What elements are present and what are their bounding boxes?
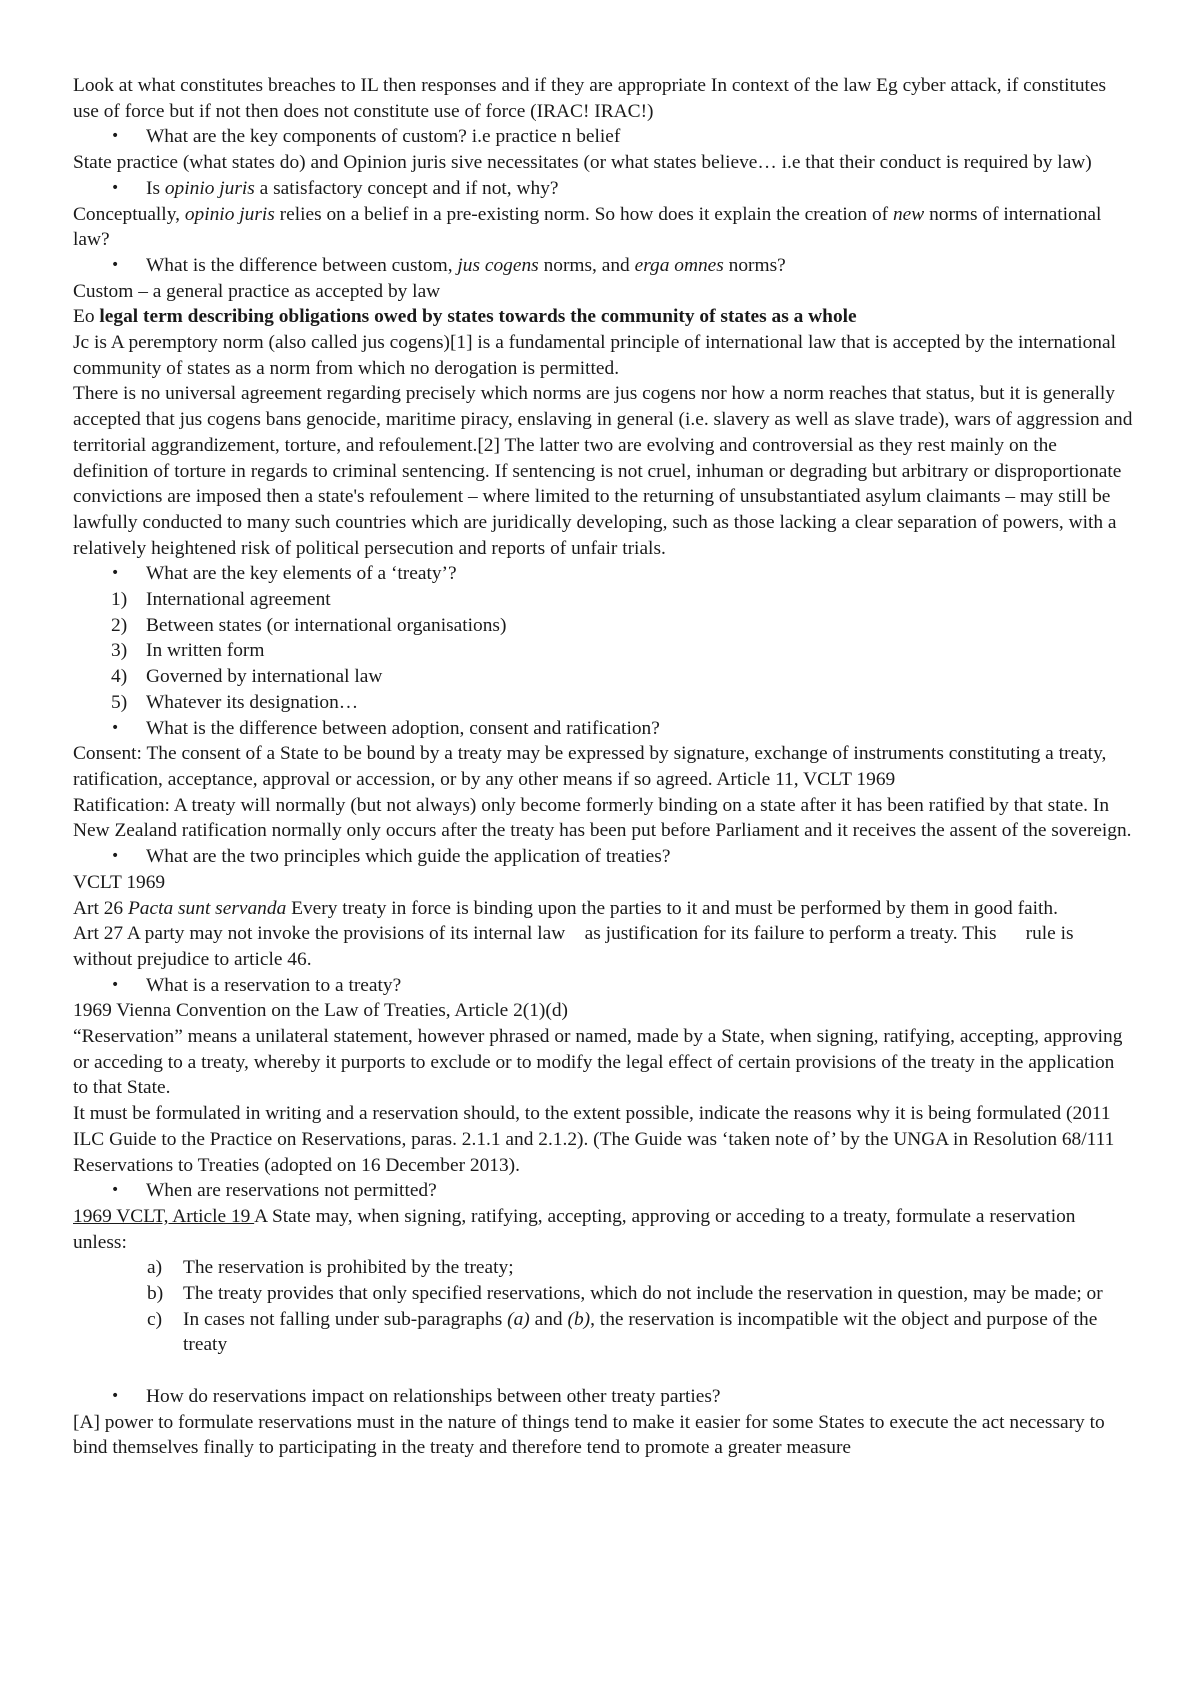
- italic-term: opinio juris: [164, 177, 255, 199]
- list-marker: a): [147, 1257, 163, 1279]
- final-paragraph: [A] power to formulate reservations must in the nature of things tend to make it easier for some States to execute the act necessary to bind themselves finally to participating in the treaty and therefore tend to promote a greater measure: [73, 1411, 1105, 1459]
- jus-cogens-definition: Jc is A peremptory norm (also called jus cogens)[1] is a fundamental principle of international law that is accepted by the international community of states as a norm from which no derogation is permitted.: [73, 332, 1116, 379]
- text-segment: In cases not falling under sub-paragraphs: [183, 1308, 508, 1330]
- custom-definition: Custom – a general practice as accepted by law: [73, 280, 441, 302]
- italic-term: new: [892, 203, 925, 225]
- vienna-convention-reference: 1969 Vienna Convention on the Law of Treaties, Article 2(1)(d): [73, 1000, 568, 1022]
- answer-custom-components: State practice (what states do) and Opinion juris sive necessitates (or what states believe… i.e that their conduct is required by law): [73, 152, 1092, 174]
- bold-definition: legal term describing obligations owed by states towards the community of states as a whole: [99, 306, 857, 328]
- list-text: Governed by international law: [146, 666, 383, 688]
- intro-paragraph: Look at what constitutes breaches to IL then responses and if they are appropriate In context of the law Eg cyber attack, if constitutes use of force but if not then does not constitute use of force (IRAC! IRAC!): [73, 75, 1107, 122]
- text-segment: norms of international law?: [73, 203, 1102, 251]
- list-text: Between states (or international organisations): [146, 614, 507, 636]
- article-19-paragraph: [73, 1204, 1133, 1255]
- text-segment: Every treaty in force is binding upon the parties to it and must be performed by them in good faith.: [286, 897, 1058, 919]
- question-treaty-elements: • What are the key elements of a ‘treaty’?: [73, 561, 1133, 587]
- ratification-paragraph: Ratification: A treaty will normally (but not always) only become formerly binding on a state after it has been ratified by that state. In New Zealand ratification normally only occurs after the treaty has been put before Parliament and it receives the assent of the sovereign.: [73, 794, 1132, 842]
- treaty-element-item: [73, 587, 1133, 613]
- article-19-item: [73, 1281, 1133, 1307]
- article-19-item: [73, 1307, 1133, 1358]
- list-marker: c): [147, 1308, 163, 1330]
- list-marker: 4): [111, 666, 128, 688]
- italic-term: erga omnes: [634, 254, 724, 276]
- treaty-element-item: [73, 690, 1133, 716]
- italic-term: (b): [567, 1308, 591, 1330]
- italic-term: opinio juris: [184, 203, 275, 225]
- text-segment: Is: [146, 177, 165, 199]
- article-19-item: [73, 1255, 1133, 1281]
- document-page: [73, 73, 1133, 1461]
- list-marker: 3): [111, 640, 128, 662]
- text-segment: A State may, when signing, ratifying, accepting, approving or acceding to a treaty, formulate a reservation unless:: [73, 1205, 1076, 1253]
- consent-paragraph: Consent: The consent of a State to be bound by a treaty may be expressed by signature, exchange of instruments constituting a treaty, ratification, acceptance, approval or accession, or by any other means if so agreed. Article 11, VCLT 1969: [73, 743, 1107, 790]
- text-segment: and: [529, 1308, 568, 1330]
- reservation-definition: “Reservation” means a unilateral statement, however phrased or named, made by a State, when signing, ratifying, accepting, approving or acceding to a treaty, whereby it purports to exclude or to modify the legal effect of certain provisions of the treaty in the application to that State.: [73, 1026, 1123, 1099]
- list-text: International agreement: [146, 589, 331, 611]
- underlined-citation: 1969 VCLT, Article 19: [73, 1205, 255, 1227]
- treaty-element-item: [73, 664, 1133, 690]
- text-segment: norms?: [723, 254, 786, 276]
- question-reservation-impact: • How do reservations impact on relationships between other treaty parties?: [73, 1384, 1133, 1410]
- question-custom-components: • What are the key components of custom? i.e practice n belief: [73, 124, 1133, 150]
- list-marker: b): [147, 1283, 164, 1305]
- erga-omnes-definition: [73, 304, 1133, 330]
- list-marker: 2): [111, 614, 128, 636]
- list-text: In written form: [146, 640, 265, 662]
- list-marker: 1): [111, 589, 128, 611]
- question-custom-jus-cogens-erga-omnes: [73, 253, 1133, 279]
- list-text: The reservation is prohibited by the treaty;: [183, 1257, 514, 1279]
- italic-term: jus cogens: [457, 254, 539, 276]
- treaty-element-item: [73, 613, 1133, 639]
- treaty-element-item: [73, 638, 1133, 664]
- question-opinio-juris: [73, 176, 1133, 202]
- question-adoption-consent-ratification: • What is the difference between adoption, consent and ratification?: [73, 716, 1133, 742]
- text-segment: , the reservation is incompatible wit the object and purpose of the treaty: [183, 1308, 1098, 1356]
- jus-cogens-paragraph: There is no universal agreement regarding precisely which norms are jus cogens nor how a norm reaches that status, but it is generally accepted that jus cogens bans genocide, maritime piracy, enslaving in general (i.e. slavery as well as slave trade), wars of aggression and territorial aggrandizement, torture, and refoulement.[2] The latter two are evolving and controversial as they rest mainly on the definition of torture in regards to criminal sentencing. If sentencing is not cruel, inhuman or degrading but arbitrary or disproportionate convictions are imposed then a state's refoulement – where limited to the returning of unsubstantiated asylum claimants – may still be lawfully conducted to many such countries which are juridically developing, such as those lacking a clear separation of powers, with a relatively heightened risk of political persecution and reports of unfair trials.: [73, 383, 1133, 559]
- text-segment: relies on a belief in a pre-existing norm. So how does it explain the creation of: [274, 203, 893, 225]
- question-treaty-principles: • What are the two principles which guide the application of treaties?: [73, 844, 1133, 870]
- list-text: The treaty provides that only specified reservations, which do not include the reservation in question, may be made; or: [183, 1283, 1103, 1305]
- italic-term: Pacta sunt servanda: [127, 897, 287, 919]
- question-reservations-not-permitted: • When are reservations not permitted?: [73, 1178, 1133, 1204]
- italic-term: (a): [507, 1308, 530, 1330]
- text-segment: Art 26: [73, 897, 128, 919]
- reservation-form-paragraph: It must be formulated in writing and a reservation should, to the extent possible, indicate the reasons why it is being formulated (2011 ILC Guide to the Practice on Reservations, paras. 2.1.1 and 2.1.2). (The Guide was ‘taken note of’ by the UNGA in Resolution 68/111 Reservations to Treaties (adopted on 16 December 2013).: [73, 1103, 1115, 1176]
- text-segment: norms, and: [538, 254, 635, 276]
- answer-opinio-juris: [73, 202, 1133, 253]
- text-segment: Eo: [73, 306, 100, 328]
- article-26-paragraph: [73, 896, 1133, 922]
- list-marker: 5): [111, 691, 128, 713]
- question-reservation-definition: • What is a reservation to a treaty?: [73, 973, 1133, 999]
- vclt-heading: VCLT 1969: [73, 871, 166, 893]
- text-segment: What is the difference between custom,: [146, 254, 458, 276]
- text-segment: Conceptually,: [73, 203, 185, 225]
- text-segment: a satisfactory concept and if not, why?: [254, 177, 559, 199]
- list-text: Whatever its designation…: [146, 691, 359, 713]
- article-27-paragraph: Art 27 A party may not invoke the provisions of its internal law as justification for its failure to perform a treaty. This rule is without prejudice to article 46.: [73, 923, 1079, 970]
- blank-line: [73, 1358, 1133, 1384]
